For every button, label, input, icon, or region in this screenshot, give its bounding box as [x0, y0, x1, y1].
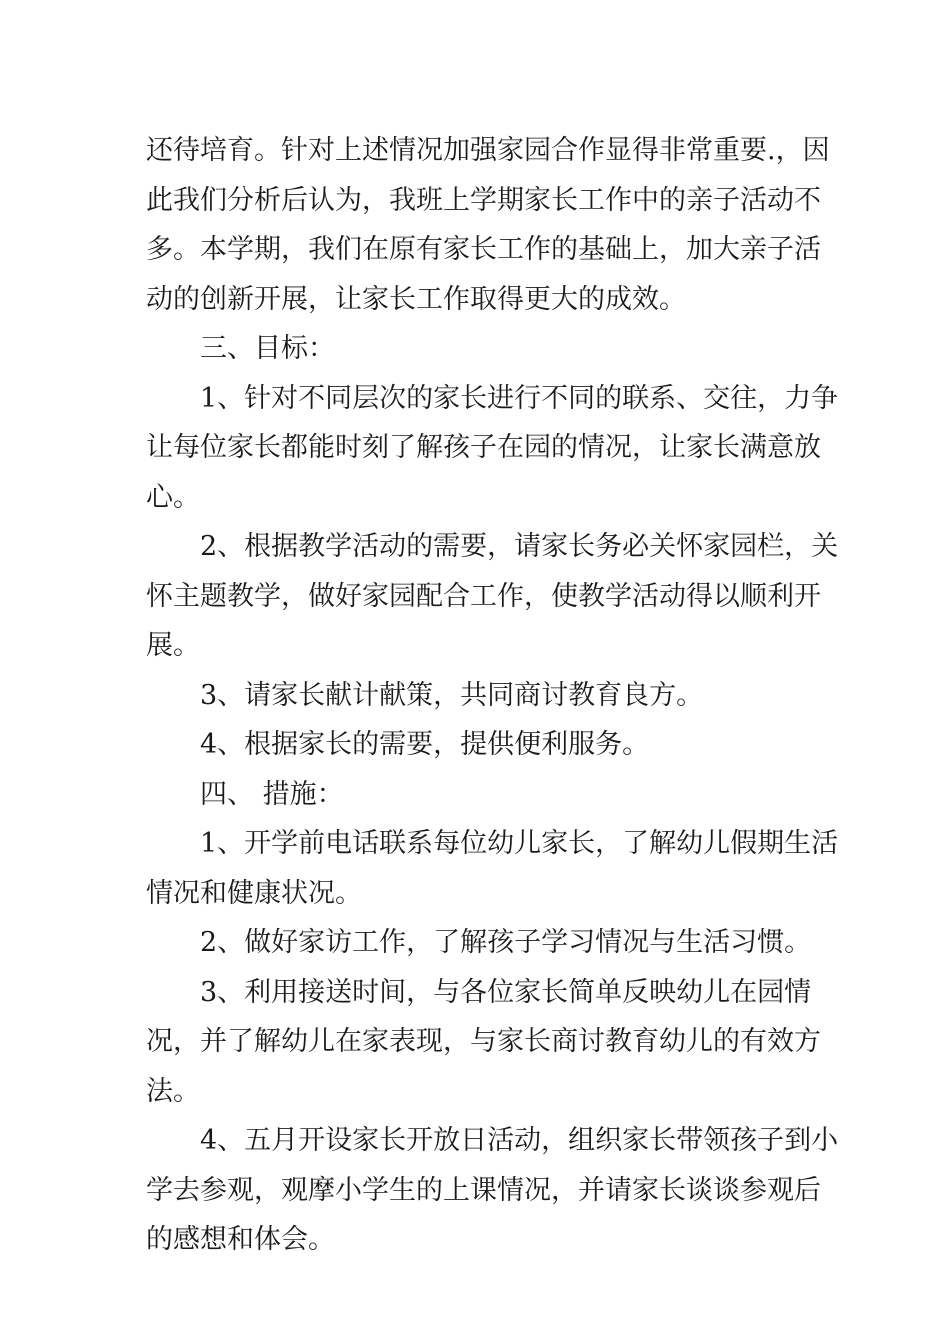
section-heading-goals: 三、目标：: [200, 333, 335, 364]
measure-item-4: 4、五月开设家长开放日活动，组织家长带领孩子到小学去参观，观摩小学生的上课情况，并请家长谈谈参观后的感想和体会。: [146, 1125, 839, 1255]
section-heading-measures: 四、 措施：: [200, 778, 344, 810]
goal-item-4: 4、根据家长的需要，提供便利服务。: [200, 729, 650, 760]
document-body: [146, 126, 846, 1265]
measure-item-2: 2、做好家访工作，了解孩子学习情况与生活习惯。: [200, 927, 812, 958]
paragraph-intro-continued: 还待培育。针对上述情况加强家园合作显得非常重要.，因此我们分析后认为，我班上学期家长工作中的亲子活动不多。本学期，我们在原有家长工作的基础上，加大亲子活动的创新开展，让家长工作取得更大的成效。: [146, 135, 830, 315]
goal-item-2: 2、根据教学活动的需要，请家长务必关怀家园栏，关怀主题教学，做好家园配合工作，使教学活动得以顺利开展。: [146, 531, 839, 661]
goal-item-1: 1、针对不同层次的家长进行不同的联系、交往，力争让每位家长都能时刻了解孩子在园的情况，让家长满意放心。: [146, 382, 839, 513]
goal-item-3: 3、请家长献计献策，共同商讨教育良方。: [200, 679, 704, 711]
measure-item-1: 1、开学前电话联系每位幼儿家长，了解幼儿假期生活情况和健康状况。: [146, 828, 839, 909]
measure-item-3: 3、利用接送时间，与各位家长简单反映幼儿在园情况，并了解幼儿在家表现，与家长商讨教育幼儿的有效方法。: [146, 976, 821, 1107]
